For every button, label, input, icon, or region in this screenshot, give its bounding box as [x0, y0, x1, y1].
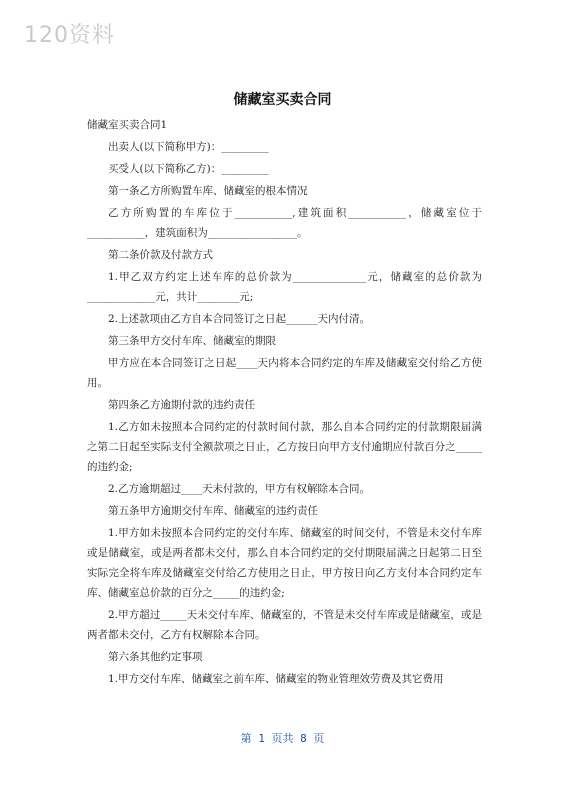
article-4-heading: 第四条乙方逾期付款的违约责任 — [108, 399, 255, 411]
article-6-item-1: 1.甲方交付车库、储藏室之前车库、储藏室的物业管理效劳费及其它费用 — [108, 673, 444, 685]
article-3-heading: 第三条甲方交付车库、储藏室的期限 — [108, 335, 276, 347]
buyer-line: 买受人(以下简称乙方)：_________ — [108, 163, 269, 175]
article-3-text: 甲方应在本合同签订之日起____天内将本合同约定的车库及储藏室交付给乙方使用。 — [87, 357, 482, 389]
article-5-heading: 第五条甲方逾期交付车库、储藏室的违约责任 — [108, 505, 318, 517]
page-footer: 第 1 页共 8 页 — [240, 732, 325, 745]
document-title: 储藏室买卖合同 — [233, 92, 332, 108]
article-1-text: 乙方所购置的车库位于___________,建筑面积___________，储藏室位于___________，建筑面积为_________________。 — [87, 207, 482, 239]
article-1-heading: 第一条乙方所购置车库、储藏室的根本情况 — [108, 185, 308, 197]
document-body — [87, 115, 482, 691]
article-5-item-1: 1.甲方如未按照本合同约定的交付车库、储藏室的时间交付，不管是未交付车库或是储藏室，或是两者都未交付，那么自本合同约定的交付期限届满之日起第二日至实际完全将车库及储藏室交付给乙方使用之日止，甲方按日向乙方支付本合同约定车库、储藏室总价款的百分之_____的违约金; — [87, 527, 482, 599]
watermark-logo: 120资料 — [24, 23, 115, 48]
article-4-item-2: 2.乙方逾期超过____天未付款的，甲方有权解除本合同。 — [108, 483, 371, 495]
seller-line: 出卖人(以下简称甲方)：_________ — [108, 141, 269, 153]
article-4-item-1: 1.乙方如未按照本合同约定的付款时间付款，那么自本合同约定的付款期限届满之第二日起至实际支付全额款项之日止，乙方按日向甲方支付逾期应付款百分之_____的违约金; — [87, 421, 482, 473]
article-6-heading: 第六条其他约定事项 — [108, 651, 203, 663]
article-2-item-1: 1.甲乙双方约定上述车库的总价款为______________元，储藏室的总价款为_____________元，共计________元; — [87, 271, 482, 303]
article-2-item-2: 2.上述款项由乙方自本合同签订之日起______天内付清。 — [108, 313, 371, 325]
article-5-item-2: 2.甲方超过_____天未交付车库、储藏室的，不管是未交付车库或是储藏室，或是两者都未交付，乙方有权解除本合同。 — [87, 609, 482, 641]
article-2-heading: 第二条价款及付款方式 — [108, 249, 213, 261]
contract-subtitle: 储藏室买卖合同1 — [87, 119, 168, 131]
